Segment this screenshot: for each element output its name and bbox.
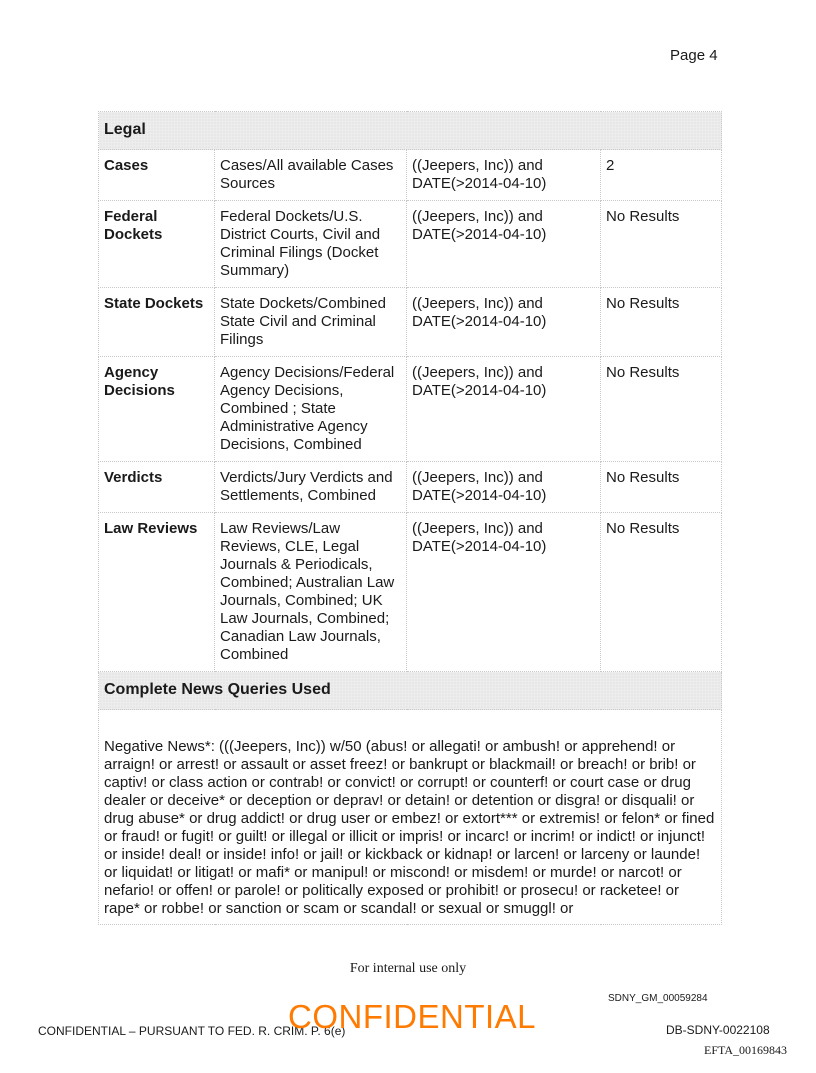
row-source: State Dockets/Combined State Civil and Criminal Filings [215,288,407,357]
news-queries-title: Complete News Queries Used [99,672,722,710]
row-source: Law Reviews/Law Reviews, CLE, Legal Journals & Periodicals, Combined; Australian Law Journals, Combined; UK Law Journals, Combined; Canadian Law Journals, Combined [215,513,407,672]
row-query: ((Jeepers, Inc)) and DATE(>2014-04-10) [407,288,601,357]
row-label: Law Reviews [99,513,215,672]
confidential-stamp: CONFIDENTIAL [288,998,537,1035]
bates-number-top: SDNY_GM_00059284 [608,993,708,1004]
table-row [99,201,722,288]
row-result: No Results [601,288,722,357]
row-label: State Dockets [99,288,215,357]
bates-number-bottom: DB-SDNY-0022108 [666,1023,770,1037]
row-query: ((Jeepers, Inc)) and DATE(>2014-04-10) [407,357,601,462]
table-row [99,357,722,462]
row-result: No Results [601,201,722,288]
legal-section-header [99,112,722,150]
row-label: Cases [99,150,215,201]
row-result: No Results [601,357,722,462]
row-label: Federal Dockets [99,201,215,288]
row-query: ((Jeepers, Inc)) and DATE(>2014-04-10) [407,462,601,513]
row-result: No Results [601,462,722,513]
news-query-text: Negative News*: (((Jeepers, Inc)) w/50 (abus! or allegati! or ambush! or apprehend! or arraign! or arrest! or assault or asset freez! or bankrupt or blackmail! or breach! or brib! or captiv! or class action or contrab! or convict! or corrupt! or counterf! or court case or drug dealer or deceive* or deception or deprav! or detain! or detention or disgra! or disquali! or drug abuse* or drug addict! or drug user or embez! or extort*** or extremis! or felon* or fined or fraud! or fugit! or guilt! or illegal or illicit or impris! or incarc! or incrim! or indict! or injunct! or inside! deal! or inside! info! or jail! or kickback or kidnap! or larcen! or larceny or launde! or liquidat! or litigat! or mafi* or manipul! or miscond! or misdem! or murde! or narcot! or nefario! or offen! or parole! or politically exposed or prohibit! or prosecu! or racketee! or rape* or robbe! or sanction or scam or scandal! or sexual or smuggl! or [99,710,722,925]
internal-use-note: For internal use only [349,961,467,976]
row-label: Agency Decisions [99,357,215,462]
confidential-notice: CONFIDENTIAL – PURSUANT TO FED. R. CRIM. P. 6(e) [38,1024,346,1038]
row-result: 2 [601,150,722,201]
table-row [99,462,722,513]
table-row [99,150,722,201]
news-query-row [99,710,722,925]
efta-number: EFTA_00169843 [704,1043,788,1057]
row-source: Federal Dockets/U.S. District Courts, Civil and Criminal Filings (Docket Summary) [215,201,407,288]
row-label: Verdicts [99,462,215,513]
row-result: No Results [601,513,722,672]
page-number: Page 4 [670,47,718,64]
legal-section-title: Legal [99,112,722,150]
row-source: Cases/All available Cases Sources [215,150,407,201]
row-query: ((Jeepers, Inc)) and DATE(>2014-04-10) [407,150,601,201]
table-row [99,288,722,357]
row-source: Verdicts/Jury Verdicts and Settlements, Combined [215,462,407,513]
news-queries-header [99,672,722,710]
row-source: Agency Decisions/Federal Agency Decisions, Combined ; State Administrative Agency Decisions, Combined [215,357,407,462]
table-row [99,513,722,672]
row-query: ((Jeepers, Inc)) and DATE(>2014-04-10) [407,201,601,288]
row-query: ((Jeepers, Inc)) and DATE(>2014-04-10) [407,513,601,672]
legal-search-table [98,111,722,925]
